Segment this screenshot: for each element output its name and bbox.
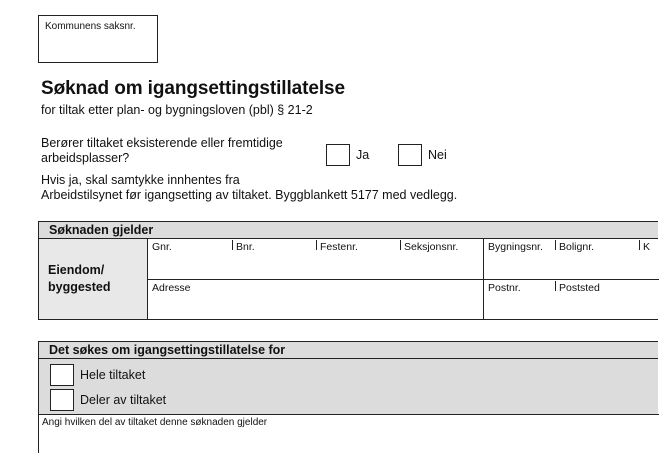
labour-inspection-info	[41, 173, 457, 203]
field-separator	[316, 240, 317, 250]
workplace-question-line1: Berører tiltaket eksisterende eller fremtidige	[41, 136, 283, 150]
field-separator	[400, 240, 401, 250]
parts-description-hint: Angi hvilken del av tiltaket denne søknaden gjelder	[42, 417, 268, 428]
bygningsnr-field[interactable]: Bygningsnr.	[488, 241, 543, 253]
page-title: Søknad om igangsettingstillatelse	[41, 78, 345, 99]
poststed-field[interactable]: Poststed	[559, 282, 600, 294]
no-label: Nei	[428, 148, 447, 162]
property-section	[38, 238, 658, 320]
workplace-question-line2: arbeidsplasser?	[41, 151, 130, 165]
yes-label: Ja	[356, 148, 370, 162]
section-header-applies: Søknaden gjelder	[38, 221, 658, 238]
whole-project-label: Hele tiltaket	[80, 368, 146, 382]
workplace-question	[41, 136, 321, 166]
bnr-field[interactable]: Bnr.	[236, 241, 255, 253]
seksjonsnr-field[interactable]: Seksjonsnr.	[404, 241, 459, 253]
whole-project-checkbox[interactable]	[50, 364, 74, 386]
row-divider	[148, 279, 659, 280]
partial-project-checkbox[interactable]	[50, 389, 74, 411]
section-header-scope: Det søkes om igangsettingstillatelse for	[38, 341, 658, 358]
parts-description-field[interactable]	[39, 414, 659, 455]
field-separator	[232, 240, 233, 250]
kommune-field[interactable]: K	[643, 241, 651, 253]
partial-project-label: Deler av tiltaket	[80, 393, 167, 407]
info-line1: Hvis ja, skal samtykke innhentes fra	[41, 173, 240, 187]
adresse-field[interactable]: Adresse	[152, 282, 191, 294]
page-subtitle: for tiltak etter plan- og bygningsloven (pbl) § 21-2	[41, 103, 313, 117]
field-separator	[555, 281, 556, 291]
case-number-box[interactable]	[38, 15, 158, 63]
yes-checkbox[interactable]	[326, 144, 350, 166]
scope-section	[38, 358, 658, 453]
field-separator	[639, 240, 640, 250]
column-divider	[483, 239, 484, 319]
case-number-label: Kommunens saksnr.	[45, 21, 136, 32]
festenr-field[interactable]: Festenr.	[320, 241, 358, 253]
info-line2: Arbeidstilsynet før igangsetting av tiltaket. Byggblankett 5177 med vedlegg.	[41, 188, 458, 202]
no-checkbox[interactable]	[398, 144, 422, 166]
property-label-column	[39, 239, 148, 319]
gnr-field[interactable]: Gnr.	[152, 241, 172, 253]
property-label	[48, 262, 111, 296]
property-label-line2: byggested	[48, 280, 111, 294]
property-label-line1: Eiendom/	[48, 263, 105, 277]
postnr-field[interactable]: Postnr.	[488, 282, 521, 294]
bolignr-field[interactable]: Bolignr.	[559, 241, 595, 253]
field-separator	[555, 240, 556, 250]
